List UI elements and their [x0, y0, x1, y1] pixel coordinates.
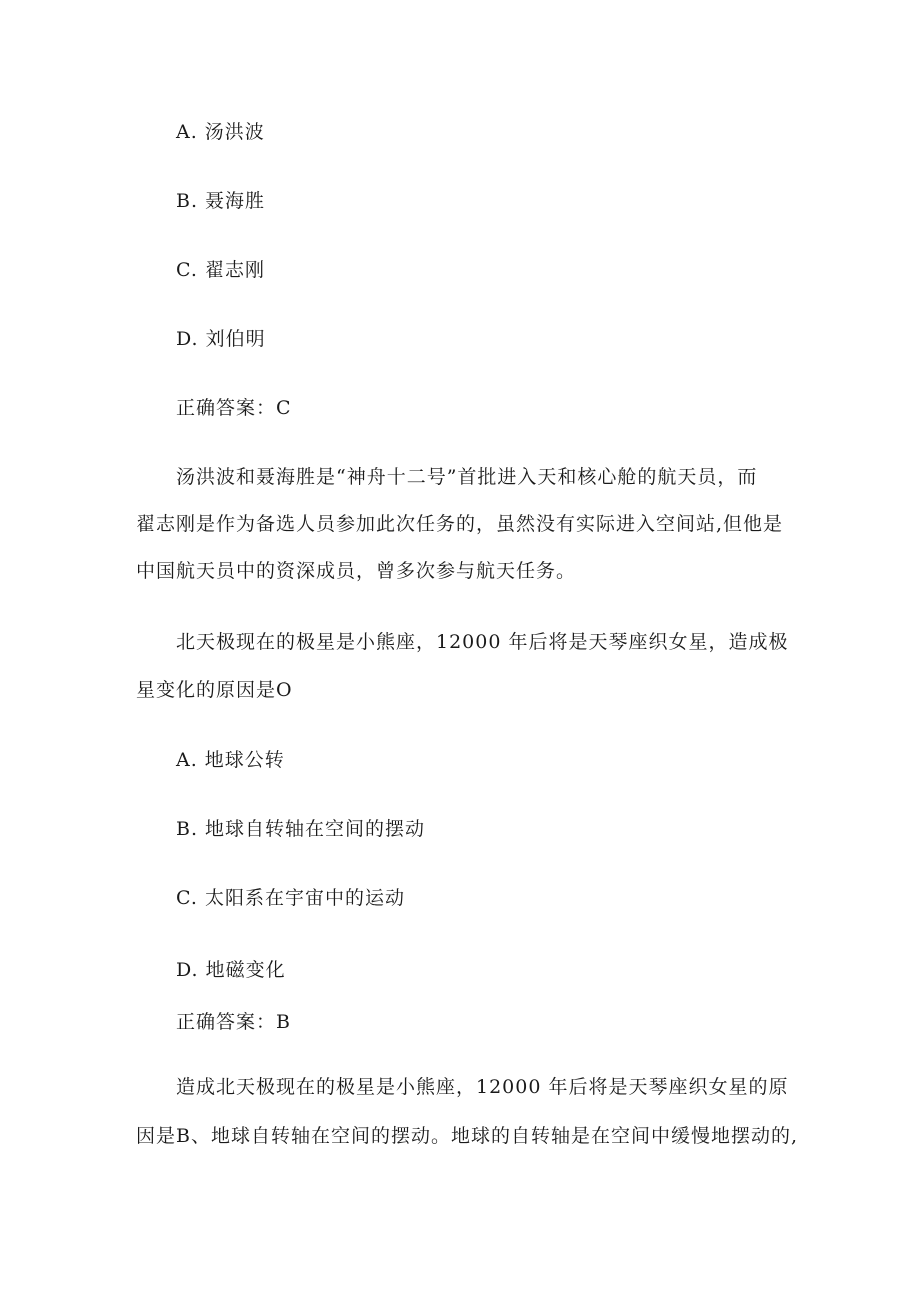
explanation-line: 造成北天极现在的极星是小熊座，12000 年后将是天琴座织女星的原 [176, 1076, 789, 1098]
correct-answer: 正确答案：C [176, 397, 292, 419]
option-a: A. 汤洪波 [176, 121, 265, 143]
option-d: D. 刘伯明 [176, 328, 266, 350]
option-c: C. 太阳系在宇宙中的运动 [176, 887, 405, 909]
option-b: B. 聂海胜 [176, 190, 266, 212]
explanation-line: 翟志刚是作为备选人员参加此次任务的，虽然没有实际进入空间站,但他是 [136, 513, 784, 535]
explanation-line: 中国航天员中的资深成员，曾多次参与航天任务。 [136, 560, 577, 582]
option-d: D. 地磁变化 [176, 959, 286, 981]
question-text: 星变化的原因是O [136, 679, 293, 701]
explanation-line: 因是B、地球自转轴在空间的摆动。地球的自转轴是在空间中缓慢地摆动的, [136, 1125, 799, 1147]
option-b: B. 地球自转轴在空间的摆动 [176, 818, 426, 840]
question-text: 北天极现在的极星是小熊座，12000 年后将是天琴座织女星，造成极 [176, 631, 789, 653]
correct-answer: 正确答案：B [176, 1011, 291, 1033]
option-c: C. 翟志刚 [176, 259, 265, 281]
explanation-line: 汤洪波和聂海胜是“神舟十二号”首批进入天和核心舱的航天员，而 [176, 466, 758, 488]
option-a: A. 地球公转 [176, 749, 285, 771]
